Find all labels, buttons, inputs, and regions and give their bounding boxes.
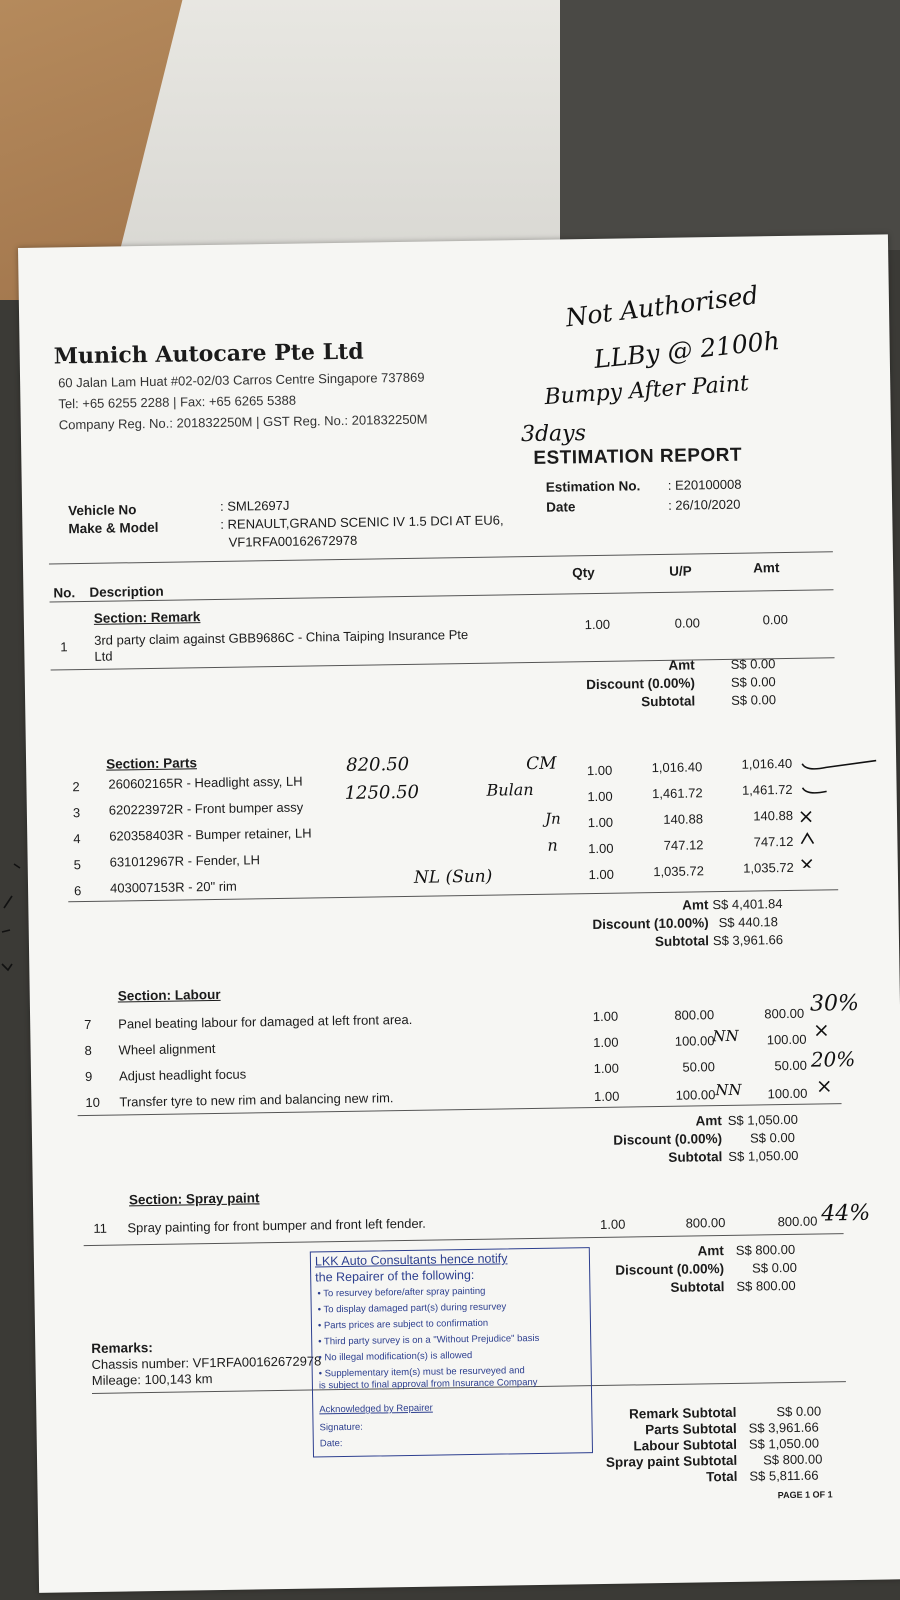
row-unit-price: 0.00 (674, 615, 701, 631)
spray-subtotal-label: Subtotal (670, 1279, 725, 1295)
parts-discount-label: Discount (10.00%) (592, 915, 709, 933)
estimation-no-value: : E20100008 (667, 476, 742, 493)
company-registration: Company Reg. No.: 201832250M | GST Reg. No.: 201832250M (58, 411, 428, 433)
row-no: 10 (85, 1094, 101, 1111)
handwritten-price: 1250.50 (344, 781, 420, 804)
row-unit-price: 800.00 (674, 1007, 715, 1023)
stamp-bullet: • Third party survey is on a "Without Prejudice" basis (318, 1332, 540, 1348)
remark-discount-label: Discount (0.00%) (586, 675, 696, 693)
labour-amt: S$ 1,050.00 (727, 1111, 799, 1128)
row-description: 260602165R - Headlight assy, LH (108, 773, 303, 792)
stamp-bullet: • To display damaged part(s) during resurvey (317, 1301, 507, 1316)
row-description: Wheel alignment (118, 1040, 216, 1058)
handwritten-price: 820.50 (346, 753, 410, 776)
parts-subtotal: S$ 3,961.66 (712, 932, 784, 949)
labour-amt-label: Amt (695, 1113, 722, 1129)
spray-subtotal-total: S$ 800.00 (763, 1451, 823, 1468)
row-unit-price: 1,035.72 (653, 863, 704, 880)
spray-discount: S$ 0.00 (751, 1259, 798, 1276)
dark-surface-background (560, 0, 900, 250)
row-amount: 140.88 (753, 807, 794, 824)
stamp-line: LKK Auto Consultants hence notify (314, 1251, 508, 1269)
row-unit-price: 1,461.72 (651, 785, 703, 802)
remarks-chassis: Chassis number: VF1RFA00162672978 (91, 1353, 322, 1372)
row-description: 403007153R - 20" rim (109, 878, 237, 896)
parts-discount: S$ 440.18 (718, 914, 779, 931)
labour-discount: S$ 0.00 (749, 1129, 796, 1146)
labour-subtotal-total: S$ 1,050.00 (748, 1435, 820, 1452)
remark-subtotal: S$ 0.00 (731, 692, 777, 708)
row-amount: 1,035.72 (743, 859, 794, 876)
row-no: 7 (84, 1016, 92, 1033)
handwritten-mark: NN (712, 1026, 739, 1046)
row-no: 2 (72, 779, 80, 795)
row-unit-price: 50.00 (682, 1059, 716, 1075)
remark-subtotal-total-label: Remark Subtotal (628, 1404, 737, 1422)
divider (50, 589, 834, 602)
column-unit-price: U/P (669, 563, 692, 579)
parts-subtotal-label: Subtotal (654, 933, 710, 950)
row-description-cont: Ltd (94, 648, 113, 664)
row-amount: 0.00 (762, 611, 789, 628)
remark-amt-label: Amt (668, 657, 695, 673)
handwritten-note: 3days (520, 421, 587, 448)
remark-subtotal-label: Subtotal (641, 693, 696, 710)
row-unit-price: 1,016.40 (651, 759, 703, 776)
estimation-no-label: Estimation No. (545, 478, 641, 495)
row-qty: 1.00 (588, 840, 614, 857)
spray-discount-label: Discount (0.00%) (615, 1261, 725, 1278)
divider (49, 551, 833, 564)
make-model-value: : RENAULT,GRAND SCENIC IV 1.5 DCI AT EU6, (220, 512, 504, 532)
remark-subtotal-total: S$ 0.00 (776, 1403, 822, 1420)
grand-total: S$ 5,811.66 (749, 1467, 819, 1484)
row-amount: 800.00 (777, 1213, 818, 1230)
row-description: 620223972R - Front bumper assy (108, 799, 304, 818)
make-model-value-vin: VF1RFA00162672978 (228, 532, 358, 550)
remark-amt: S$ 0.00 (730, 656, 776, 672)
labour-subtotal-total-label: Labour Subtotal (633, 1436, 737, 1454)
row-unit-price: 800.00 (685, 1215, 726, 1231)
vehicle-no-value: : SML2697J (219, 497, 290, 514)
handwritten-mark: n (547, 835, 558, 855)
spray-amt-label: Amt (697, 1243, 724, 1259)
remarks-mileage: Mileage: 100,143 km (91, 1371, 213, 1388)
labour-subtotal: S$ 1,050.00 (728, 1147, 799, 1164)
company-name: Munich Autocare Pte Ltd (53, 338, 364, 370)
grand-total-label: Total (706, 1468, 738, 1485)
section-parts-title: Section: Parts (106, 755, 198, 772)
row-amount: 1,016.40 (741, 755, 793, 772)
row-qty: 1.00 (587, 814, 614, 831)
labour-subtotal-label: Subtotal (668, 1149, 723, 1165)
row-amount: 747.12 (753, 833, 794, 850)
handwritten-margin-marks (0, 860, 30, 980)
date-value: : 26/10/2020 (668, 496, 741, 513)
row-no: 6 (73, 883, 82, 899)
handwritten-mark: CM (526, 753, 557, 775)
row-description: 3rd party claim against GBB9686C - China Taiping Insurance Pte (94, 626, 469, 648)
parts-amt-label: Amt (682, 897, 709, 913)
row-description: Transfer tyre to new rim and balancing new rim. (119, 1090, 394, 1110)
row-qty: 1.00 (593, 1088, 620, 1105)
page-number: PAGE 1 OF 1 (777, 1489, 833, 1501)
row-qty: 1.00 (586, 762, 613, 779)
remarks-label: Remarks: (91, 1340, 153, 1356)
row-amount: 800.00 (764, 1005, 805, 1022)
section-spray-title: Section: Spray paint (128, 1190, 260, 1208)
row-amount: 50.00 (774, 1057, 808, 1074)
row-no: 9 (84, 1068, 93, 1085)
divider (51, 657, 835, 670)
row-description: Adjust headlight focus (118, 1066, 247, 1084)
stamp-bullet: • No illegal modification(s) is allowed (318, 1350, 473, 1364)
spray-subtotal-total-label: Spray paint Subtotal (605, 1452, 738, 1470)
handwritten-mark: Jn (544, 809, 561, 828)
handwritten-percentage: 30% (809, 990, 860, 1017)
handwritten-note: Bumpy After Paint (543, 371, 750, 411)
surveyor-stamp (310, 1247, 593, 1457)
row-unit-price: 140.88 (663, 811, 704, 827)
column-qty: Qty (572, 564, 595, 581)
handwritten-cross-marks (810, 1021, 841, 1101)
company-contact: Tel: +65 6255 2288 | Fax: +65 6265 5388 (58, 392, 297, 412)
row-unit-price: 747.12 (663, 837, 704, 853)
row-no: 5 (73, 857, 82, 873)
estimation-report-document (18, 234, 900, 1592)
row-unit-price: 100.00 (674, 1033, 715, 1049)
row-description: Spray painting for front bumper and front left fender. (127, 1215, 426, 1236)
remark-discount: S$ 0.00 (730, 674, 776, 690)
parts-amt: S$ 4,401.84 (712, 896, 783, 913)
handwritten-percentage: 44% (821, 1200, 871, 1227)
row-unit-price: 100.00 (675, 1087, 716, 1103)
report-title: ESTIMATION REPORT (533, 444, 743, 469)
stamp-bullet: is subject to final approval from Insurance Company (318, 1376, 538, 1392)
stamp-bullet: • To resurvey before/after spray painting (317, 1285, 486, 1300)
handwritten-note: Not Authorised (563, 280, 760, 333)
row-no: 1 (60, 639, 68, 655)
handwritten-tick-marks (796, 746, 888, 867)
handwritten-note: LLBy @ 2100h (592, 326, 782, 375)
row-amount: 1,461.72 (741, 781, 793, 798)
make-model-label: Make & Model (68, 519, 159, 537)
stamp-bullet: • Supplementary item(s) must be resurveyed and (318, 1365, 525, 1380)
row-no: 3 (72, 805, 81, 821)
spray-subtotal: S$ 800.00 (736, 1277, 796, 1294)
stamp-acknowledged: Acknowledged by Repairer (319, 1402, 433, 1416)
row-description: 631012967R - Fender, LH (109, 852, 261, 870)
stamp-date: Date: (319, 1438, 343, 1450)
handwritten-mark: Bulan (486, 779, 534, 800)
row-amount: 100.00 (766, 1031, 807, 1048)
date-label: Date (546, 499, 576, 515)
row-description: 620358403R - Bumper retainer, LH (109, 825, 312, 844)
row-qty: 1.00 (593, 1034, 619, 1051)
parts-subtotal-total: S$ 3,961.66 (748, 1419, 819, 1436)
row-qty: 1.00 (593, 1060, 620, 1077)
stamp-line: the Repairer of the following: (315, 1267, 475, 1285)
company-address: 60 Jalan Lam Huat #02-02/03 Carros Centre Singapore 737869 (58, 369, 425, 391)
row-qty: 1.00 (599, 1216, 626, 1232)
row-amount: 100.00 (767, 1085, 808, 1102)
vehicle-no-label: Vehicle No (68, 502, 137, 519)
row-no: 8 (84, 1042, 92, 1059)
spray-amt: S$ 800.00 (735, 1241, 796, 1258)
row-qty: 1.00 (584, 616, 611, 633)
column-no: No. (53, 585, 76, 601)
row-qty: 1.00 (587, 788, 613, 805)
row-qty: 1.00 (592, 1008, 619, 1025)
row-no: 11 (93, 1220, 108, 1236)
section-remark-title: Section: Remark (93, 609, 201, 626)
divider (84, 1233, 844, 1246)
labour-discount-label: Discount (0.00%) (613, 1131, 723, 1148)
handwritten-mark: NN (715, 1080, 742, 1100)
column-description: Description (89, 583, 164, 600)
column-amount: Amt (752, 560, 780, 576)
handwritten-mark: NL (Sun) (413, 866, 493, 888)
row-qty: 1.00 (588, 866, 615, 883)
parts-subtotal-total-label: Parts Subtotal (645, 1420, 737, 1438)
row-description: Panel beating labour for damaged at left front area. (118, 1011, 413, 1032)
stamp-bullet: • Parts prices are subject to confirmation (317, 1317, 489, 1332)
row-no: 4 (73, 831, 81, 847)
stamp-signature: Signature: (319, 1421, 363, 1434)
handwritten-percentage: 20% (810, 1046, 856, 1072)
section-labour-title: Section: Labour (117, 986, 221, 1004)
